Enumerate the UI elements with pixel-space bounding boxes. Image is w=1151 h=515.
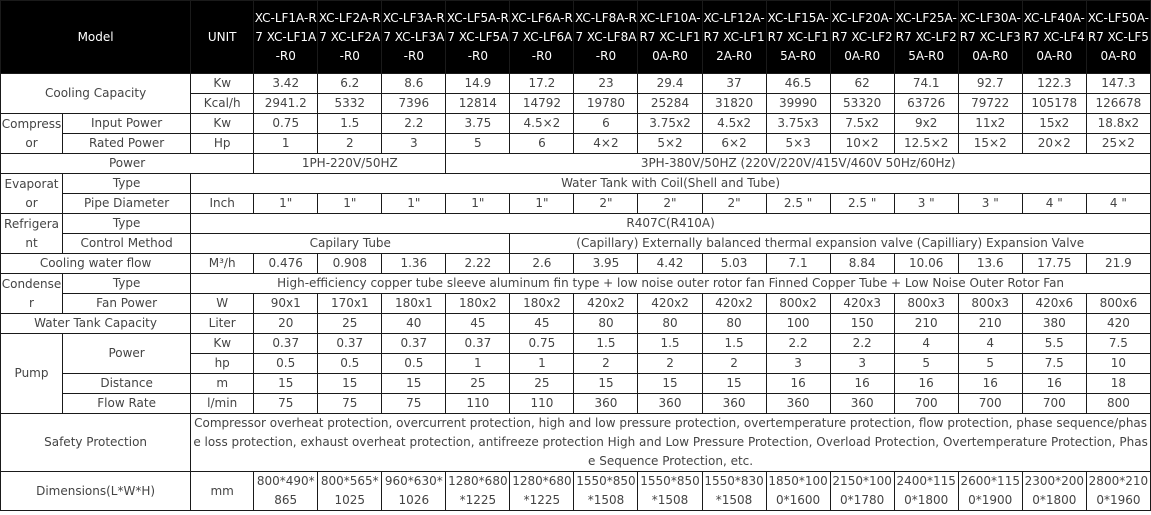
value-cell: 1.36 xyxy=(382,254,446,274)
model-name: XC-LF15A-R7 XC-LF15A-R0 xyxy=(766,1,830,74)
value-cell: 25×2 xyxy=(1086,134,1150,154)
value-cell: 2.22 xyxy=(446,254,510,274)
unit-cell: M³/h xyxy=(191,254,254,274)
value-cell: 17.75 xyxy=(1022,254,1086,274)
value-cell: 6 xyxy=(574,114,638,134)
value-cell: 0.5 xyxy=(318,354,382,374)
evaporator-type-value: Water Tank with Coil(Shell and Tube) xyxy=(191,174,1151,194)
model-name: XC-LF12A-R7 XC-LF12A-R0 xyxy=(702,1,766,74)
header-row xyxy=(1,1,1151,74)
sub-label: Flow Rate xyxy=(63,394,191,414)
value-cell: 10×2 xyxy=(830,134,894,154)
power-three-phase: 3PH-380V/50HZ (220V/220V/415V/460V 50Hz/60Hz) xyxy=(446,154,1151,174)
value-cell: 75 xyxy=(254,394,318,414)
cooling-capacity-label: Cooling Capacity xyxy=(1,74,191,114)
sub-label: Type xyxy=(63,214,191,234)
value-cell: 170x1 xyxy=(318,294,382,314)
value-cell: 53320 xyxy=(830,94,894,114)
value-cell: 100 xyxy=(766,314,830,334)
value-cell: 4 xyxy=(894,334,958,354)
pump-power-kw-row xyxy=(1,334,1151,354)
value-cell: 110 xyxy=(446,394,510,414)
sub-label: Control Method xyxy=(63,234,191,254)
value-cell: 6 xyxy=(510,134,574,154)
value-cell: 46.5 xyxy=(766,74,830,94)
value-cell: 2" xyxy=(702,194,766,214)
value-cell: 5×3 xyxy=(766,134,830,154)
value-cell: 11x2 xyxy=(958,114,1022,134)
value-cell: 1" xyxy=(254,194,318,214)
value-cell: 20 xyxy=(254,314,318,334)
cooling-capacity-kw-row xyxy=(1,74,1151,94)
value-cell: 360 xyxy=(702,394,766,414)
value-cell: 960*630*1026 xyxy=(382,472,446,511)
compressor-rated-row xyxy=(1,134,1151,154)
unit-cell: Inch xyxy=(191,194,254,214)
value-cell: 3 xyxy=(766,354,830,374)
value-cell: 0.75 xyxy=(510,334,574,354)
unit-header: UNIT xyxy=(191,1,254,74)
value-cell: 1" xyxy=(318,194,382,214)
unit-cell: hp xyxy=(191,354,254,374)
value-cell: 45 xyxy=(510,314,574,334)
value-cell: 4 " xyxy=(1086,194,1150,214)
value-cell: 40 xyxy=(382,314,446,334)
evaporator-type-row xyxy=(1,174,1151,194)
compressor-label: Compressor xyxy=(1,114,63,154)
value-cell: 800x3 xyxy=(958,294,1022,314)
power-label: Power xyxy=(1,154,254,174)
unit-cell: m xyxy=(191,374,254,394)
value-cell: 19780 xyxy=(574,94,638,114)
model-name: XC-LF40A-R7 XC-LF40A-R0 xyxy=(1022,1,1086,74)
value-cell: 15 xyxy=(318,374,382,394)
refrigerant-type-value: R407C(R410A) xyxy=(191,214,1151,234)
value-cell: 4×2 xyxy=(574,134,638,154)
model-name: XC-LF20A-R7 XC-LF20A-R0 xyxy=(830,1,894,74)
value-cell: 16 xyxy=(830,374,894,394)
value-cell: 25284 xyxy=(638,94,702,114)
value-cell: 2.2 xyxy=(830,334,894,354)
value-cell: 1" xyxy=(510,194,574,214)
value-cell: 25 xyxy=(446,374,510,394)
value-cell: 80 xyxy=(574,314,638,334)
value-cell: 23 xyxy=(574,74,638,94)
value-cell: 2 xyxy=(638,354,702,374)
condenser-label: Condenser xyxy=(1,274,63,314)
unit-cell: Kw xyxy=(191,114,254,134)
value-cell: 15 xyxy=(254,374,318,394)
value-cell: 2.6 xyxy=(510,254,574,274)
model-name: XC-LF6A-R7 XC-LF6A-R0 xyxy=(510,1,574,74)
value-cell: 16 xyxy=(894,374,958,394)
power-single-phase: 1PH-220V/50HZ xyxy=(254,154,446,174)
value-cell: 74.1 xyxy=(894,74,958,94)
value-cell: 3 xyxy=(382,134,446,154)
value-cell: 17.2 xyxy=(510,74,574,94)
value-cell: 5 xyxy=(446,134,510,154)
value-cell: 2300*2000*1800 xyxy=(1022,472,1086,511)
value-cell: 360 xyxy=(766,394,830,414)
value-cell: 7.5 xyxy=(1086,334,1150,354)
value-cell: 20×2 xyxy=(1022,134,1086,154)
unit-cell: mm xyxy=(191,472,254,511)
value-cell: 37 xyxy=(702,74,766,94)
value-cell: 360 xyxy=(574,394,638,414)
condenser-type-value: High-efficiency copper tube sleeve aluminum fin type + low noise outer rotor fan Finned Copper Tube + Low Noise Outer Rotor Fan xyxy=(191,274,1151,294)
value-cell: 63726 xyxy=(894,94,958,114)
value-cell: 0.476 xyxy=(254,254,318,274)
value-cell: 62 xyxy=(830,74,894,94)
value-cell: 2.2 xyxy=(766,334,830,354)
value-cell: 15 xyxy=(702,374,766,394)
cooling-water-flow-row xyxy=(1,254,1151,274)
dimensions-row xyxy=(1,472,1151,511)
value-cell: 5×2 xyxy=(638,134,702,154)
value-cell: 5332 xyxy=(318,94,382,114)
value-cell: 14.9 xyxy=(446,74,510,94)
value-cell: 420x3 xyxy=(830,294,894,314)
value-cell: 700 xyxy=(958,394,1022,414)
sub-label: Rated Power xyxy=(63,134,191,154)
unit-cell: Kw xyxy=(191,334,254,354)
value-cell: 420x2 xyxy=(702,294,766,314)
value-cell: 8.84 xyxy=(830,254,894,274)
value-cell: 420x6 xyxy=(1022,294,1086,314)
value-cell: 2150*1000*1780 xyxy=(830,472,894,511)
sub-label: Pipe Diameter xyxy=(63,194,191,214)
model-name: XC-LF8A-R7 XC-LF8A-R0 xyxy=(574,1,638,74)
value-cell: 1.5 xyxy=(318,114,382,134)
sub-label: Type xyxy=(63,274,191,294)
value-cell: 105178 xyxy=(1022,94,1086,114)
value-cell: 380 xyxy=(1022,314,1086,334)
value-cell: 147.3 xyxy=(1086,74,1150,94)
value-cell: 15×2 xyxy=(958,134,1022,154)
sub-label: Distance xyxy=(63,374,191,394)
value-cell: 122.3 xyxy=(1022,74,1086,94)
value-cell: 25 xyxy=(510,374,574,394)
value-cell: 800*490*865 xyxy=(254,472,318,511)
value-cell: 4.5×2 xyxy=(510,114,574,134)
value-cell: 80 xyxy=(638,314,702,334)
value-cell: 3.95 xyxy=(574,254,638,274)
value-cell: 700 xyxy=(894,394,958,414)
unit-cell: Liter xyxy=(191,314,254,334)
value-cell: 7396 xyxy=(382,94,446,114)
value-cell: 2.5 " xyxy=(766,194,830,214)
value-cell: 4.42 xyxy=(638,254,702,274)
value-cell: 6.2 xyxy=(318,74,382,94)
value-cell: 13.6 xyxy=(958,254,1022,274)
sub-label: Power xyxy=(63,334,191,374)
value-cell: 15 xyxy=(382,374,446,394)
value-cell: 0.908 xyxy=(318,254,382,274)
value-cell: 110 xyxy=(510,394,574,414)
evaporator-pipe-row xyxy=(1,194,1151,214)
value-cell: 2" xyxy=(638,194,702,214)
value-cell: 0.5 xyxy=(382,354,446,374)
value-cell: 10 xyxy=(1086,354,1150,374)
value-cell: 2" xyxy=(574,194,638,214)
value-cell: 1.5 xyxy=(702,334,766,354)
value-cell: 420 xyxy=(1086,314,1150,334)
value-cell: 1550*850*1508 xyxy=(638,472,702,511)
value-cell: 18 xyxy=(1086,374,1150,394)
value-cell: 7.1 xyxy=(766,254,830,274)
value-cell: 210 xyxy=(894,314,958,334)
value-cell: 15 xyxy=(638,374,702,394)
value-cell: 180x2 xyxy=(510,294,574,314)
condenser-type-row xyxy=(1,274,1151,294)
value-cell: 800x2 xyxy=(766,294,830,314)
value-cell: 1.5 xyxy=(638,334,702,354)
model-name: XC-LF25A-R7 XC-LF25A-R0 xyxy=(894,1,958,74)
value-cell: 2.2 xyxy=(382,114,446,134)
value-cell: 7.5 xyxy=(1022,354,1086,374)
value-cell: 1 xyxy=(254,134,318,154)
cooling-water-flow-label: Cooling water flow xyxy=(1,254,191,274)
power-row xyxy=(1,154,1151,174)
value-cell: 180x2 xyxy=(446,294,510,314)
value-cell: 1850*1000*1600 xyxy=(766,472,830,511)
value-cell: 2 xyxy=(702,354,766,374)
value-cell: 4.5x2 xyxy=(702,114,766,134)
value-cell: 3 " xyxy=(958,194,1022,214)
value-cell: 1" xyxy=(382,194,446,214)
value-cell: 5 xyxy=(894,354,958,374)
water-tank-row xyxy=(1,314,1151,334)
value-cell: 12814 xyxy=(446,94,510,114)
value-cell: 126678 xyxy=(1086,94,1150,114)
value-cell: 3.75x2 xyxy=(638,114,702,134)
unit-cell: Kw xyxy=(191,74,254,94)
pump-distance-row xyxy=(1,374,1151,394)
value-cell: 360 xyxy=(830,394,894,414)
condenser-fan-row xyxy=(1,294,1151,314)
value-cell: 0.37 xyxy=(446,334,510,354)
value-cell: 79722 xyxy=(958,94,1022,114)
value-cell: 1550*850*1508 xyxy=(574,472,638,511)
value-cell: 1280*680*1225 xyxy=(446,472,510,511)
value-cell: 4 xyxy=(958,334,1022,354)
value-cell: 29.4 xyxy=(638,74,702,94)
value-cell: 0.37 xyxy=(318,334,382,354)
model-name: XC-LF50A-R7 XC-LF50A-R0 xyxy=(1086,1,1150,74)
value-cell: 12.5×2 xyxy=(894,134,958,154)
value-cell: 16 xyxy=(1022,374,1086,394)
value-cell: 1 xyxy=(446,354,510,374)
value-cell: 3 " xyxy=(894,194,958,214)
value-cell: 360 xyxy=(638,394,702,414)
refrigerant-control-row xyxy=(1,234,1151,254)
refrigerant-label: Refrigerant xyxy=(1,214,63,254)
value-cell: 2 xyxy=(574,354,638,374)
refrigerant-type-row xyxy=(1,214,1151,234)
value-cell: 3 xyxy=(830,354,894,374)
sub-label: Input Power xyxy=(63,114,191,134)
unit-cell: Hp xyxy=(191,134,254,154)
value-cell: 800*565*1025 xyxy=(318,472,382,511)
value-cell: 18.8x2 xyxy=(1086,114,1150,134)
value-cell: 14792 xyxy=(510,94,574,114)
value-cell: 0.37 xyxy=(254,334,318,354)
value-cell: 2941.2 xyxy=(254,94,318,114)
unit-cell: Kcal/h xyxy=(191,94,254,114)
evaporator-label: Evaporator xyxy=(1,174,63,214)
value-cell: 3.75 xyxy=(446,114,510,134)
safety-label: Safety Protection xyxy=(1,414,191,472)
compressor-input-row xyxy=(1,114,1151,134)
value-cell: 80 xyxy=(702,314,766,334)
value-cell: 15 xyxy=(574,374,638,394)
value-cell: 0.75 xyxy=(254,114,318,134)
value-cell: 5.03 xyxy=(702,254,766,274)
value-cell: 2800*2100*1960 xyxy=(1086,472,1150,511)
value-cell: 75 xyxy=(382,394,446,414)
value-cell: 9x2 xyxy=(894,114,958,134)
model-name: XC-LF5A-R7 XC-LF5A-R0 xyxy=(446,1,510,74)
value-cell: 45 xyxy=(446,314,510,334)
model-header: Model xyxy=(1,1,191,74)
value-cell: 1.5 xyxy=(574,334,638,354)
value-cell: 16 xyxy=(958,374,1022,394)
value-cell: 1 xyxy=(510,354,574,374)
value-cell: 25 xyxy=(318,314,382,334)
value-cell: 2 xyxy=(318,134,382,154)
value-cell: 180x1 xyxy=(382,294,446,314)
control-expansion-valve: (Capillary) Externally balanced thermal expansion valve (Capilliary) Expansion Valve xyxy=(510,234,1151,254)
value-cell: 1" xyxy=(446,194,510,214)
value-cell: 420x2 xyxy=(638,294,702,314)
value-cell: 210 xyxy=(958,314,1022,334)
sub-label: Type xyxy=(63,174,191,194)
value-cell: 31820 xyxy=(702,94,766,114)
model-name: XC-LF30A-R7 XC-LF30A-R0 xyxy=(958,1,1022,74)
value-cell: 2.5 " xyxy=(830,194,894,214)
value-cell: 3.75x3 xyxy=(766,114,830,134)
value-cell: 39990 xyxy=(766,94,830,114)
unit-cell: W xyxy=(191,294,254,314)
value-cell: 150 xyxy=(830,314,894,334)
model-name: XC-LF1A-R7 XC-LF1A-R0 xyxy=(254,1,318,74)
value-cell: 92.7 xyxy=(958,74,1022,94)
sub-label: Fan Power xyxy=(63,294,191,314)
model-name: XC-LF2A-R7 XC-LF2A-R0 xyxy=(318,1,382,74)
value-cell: 800 xyxy=(1086,394,1150,414)
water-tank-label: Water Tank Capacity xyxy=(1,314,191,334)
value-cell: 420x2 xyxy=(574,294,638,314)
dimensions-label: Dimensions(L*W*H) xyxy=(1,472,191,511)
value-cell: 0.37 xyxy=(382,334,446,354)
value-cell: 7.5x2 xyxy=(830,114,894,134)
value-cell: 1280*680*1225 xyxy=(510,472,574,511)
value-cell: 4 " xyxy=(1022,194,1086,214)
value-cell: 8.6 xyxy=(382,74,446,94)
value-cell: 5 xyxy=(958,354,1022,374)
value-cell: 75 xyxy=(318,394,382,414)
unit-cell: l/min xyxy=(191,394,254,414)
value-cell: 21.9 xyxy=(1086,254,1150,274)
value-cell: 0.5 xyxy=(254,354,318,374)
control-capillary: Capilary Tube xyxy=(191,234,510,254)
value-cell: 2400*1150*1800 xyxy=(894,472,958,511)
value-cell: 5.5 xyxy=(1022,334,1086,354)
value-cell: 1550*830*1508 xyxy=(702,472,766,511)
value-cell: 90x1 xyxy=(254,294,318,314)
safety-row xyxy=(1,414,1151,472)
value-cell: 3.42 xyxy=(254,74,318,94)
pump-flow-row xyxy=(1,394,1151,414)
value-cell: 10.06 xyxy=(894,254,958,274)
value-cell: 700 xyxy=(1022,394,1086,414)
value-cell: 6×2 xyxy=(702,134,766,154)
value-cell: 2600*1150*1900 xyxy=(958,472,1022,511)
model-name: XC-LF10A-R7 XC-LF10A-R0 xyxy=(638,1,702,74)
model-name: XC-LF3A-R7 XC-LF3A-R0 xyxy=(382,1,446,74)
pump-label: Pump xyxy=(1,334,63,414)
value-cell: 800x3 xyxy=(894,294,958,314)
value-cell: 800x6 xyxy=(1086,294,1150,314)
value-cell: 15x2 xyxy=(1022,114,1086,134)
value-cell: 16 xyxy=(766,374,830,394)
safety-value: Compressor overheat protection, overcurrent protection, high and low pressure protection, overtemperature protection, flow protection, phase sequence/phase loss protection, exhaust overheat protection, antifreeze protection High and Low Pressure Protection, Overload Protection, Overtemperature Protection, Phase Sequence Protection, etc. xyxy=(191,414,1151,472)
